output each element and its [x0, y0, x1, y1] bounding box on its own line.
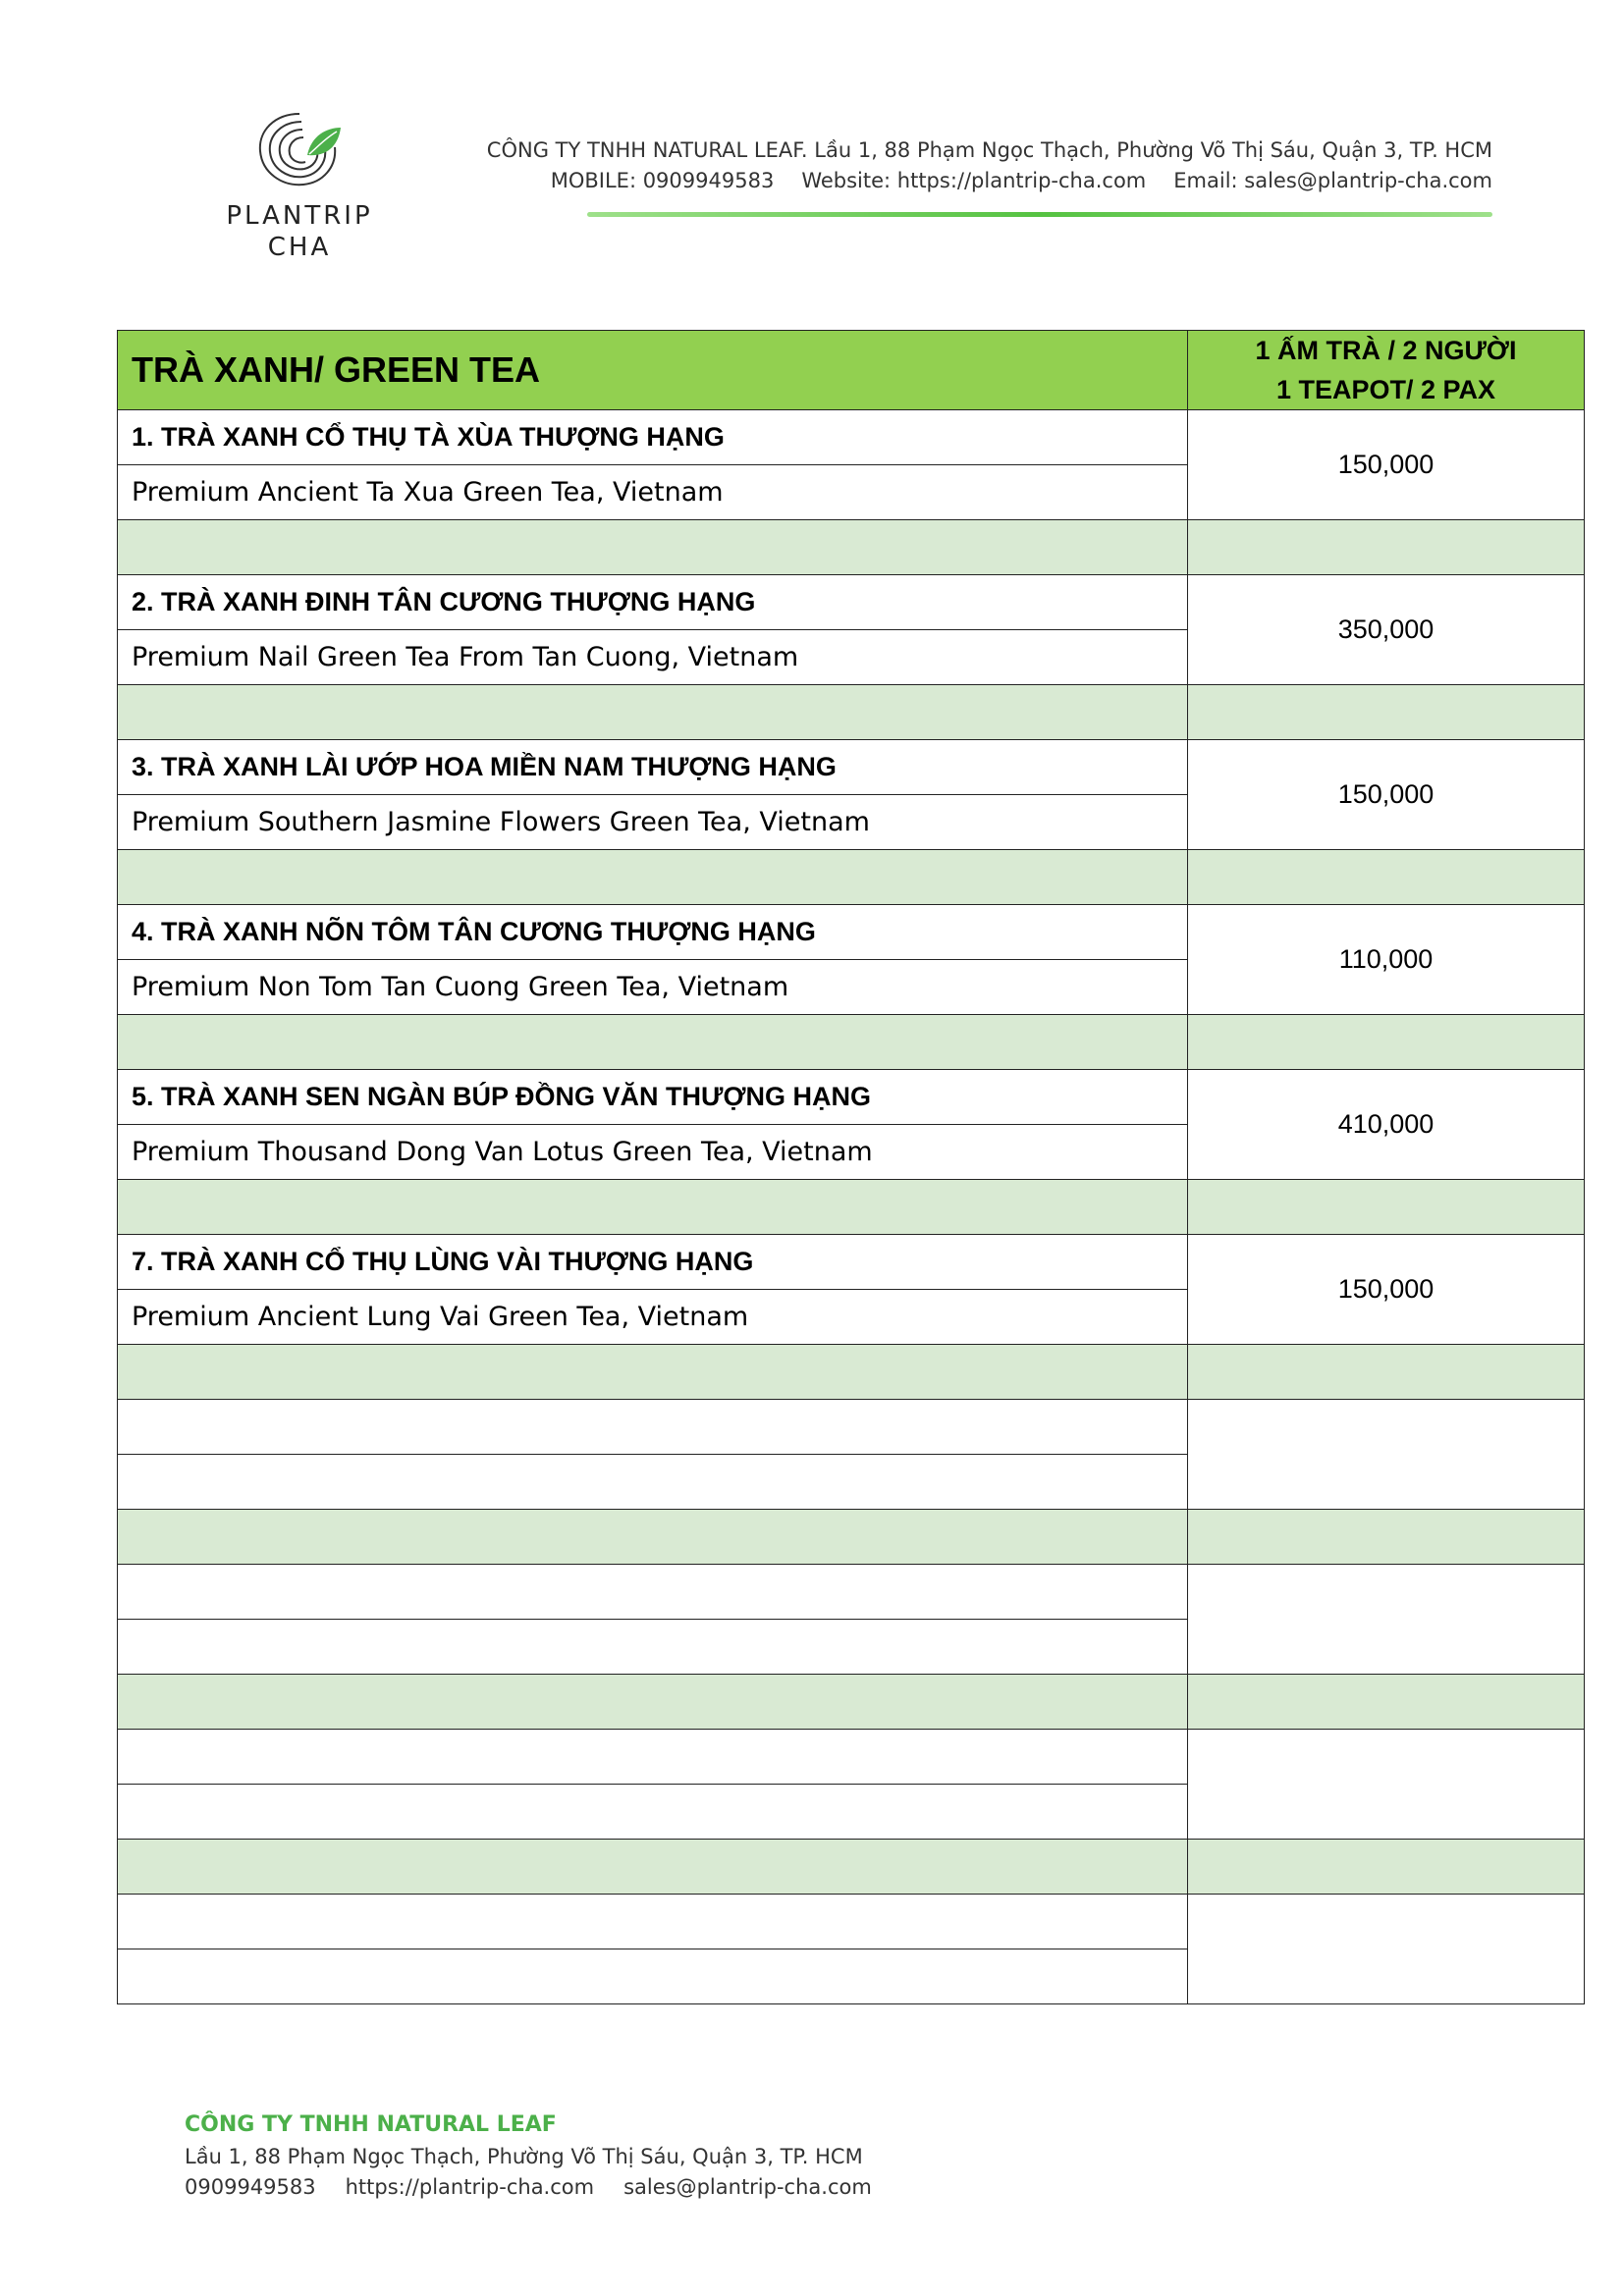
item-name	[118, 1400, 1188, 1455]
footer-address: Lầu 1, 88 Phạm Ngọc Thạch, Phường Võ Thị Sáu, Quận 3, TP. HCM	[185, 2145, 863, 2168]
table-header-row	[118, 331, 1585, 410]
item-description: Premium Nail Green Tea From Tan Cuong, Vietnam	[118, 630, 1188, 685]
table-row	[118, 410, 1585, 465]
item-price: 150,000	[1188, 410, 1585, 520]
item-description	[118, 1785, 1188, 1840]
separator-row	[118, 520, 1585, 575]
separator-row	[118, 850, 1585, 905]
company-contact-line	[393, 166, 1492, 196]
item-price	[1188, 1565, 1585, 1675]
price-header-vi: 1 ẤM TRÀ / 2 NGƯỜI	[1255, 336, 1517, 365]
item-price	[1188, 1400, 1585, 1510]
separator-cell	[118, 1345, 1188, 1400]
footer-phone: 0909949583	[185, 2175, 316, 2199]
item-name: 2. TRÀ XANH ĐINH TÂN CƯƠNG THƯỢNG HẠNG	[118, 575, 1188, 630]
item-price: 410,000	[1188, 1070, 1585, 1180]
separator-cell	[118, 685, 1188, 740]
separator-cell	[118, 1015, 1188, 1070]
separator-cell	[118, 520, 1188, 575]
header-email[interactable]: Email: sales@plantrip-cha.com	[1173, 169, 1492, 192]
separator-row	[118, 1675, 1585, 1730]
tea-menu-table	[117, 330, 1585, 2004]
item-name	[118, 1895, 1188, 1949]
price-column-header	[1188, 331, 1585, 410]
separator-row	[118, 1180, 1585, 1235]
footer-contact	[185, 2172, 901, 2203]
item-description	[118, 1620, 1188, 1675]
item-description: Premium Ancient Ta Xua Green Tea, Vietnam	[118, 465, 1188, 520]
item-description: Premium Ancient Lung Vai Green Tea, Vietnam	[118, 1290, 1188, 1345]
page-footer	[185, 2109, 901, 2203]
table-row	[118, 1400, 1585, 1455]
table-row	[118, 1565, 1585, 1620]
footer-website[interactable]: https://plantrip-cha.com	[345, 2175, 595, 2199]
logo-text-plantrip: PLANTRIP	[226, 201, 373, 231]
table-title: TRÀ XANH/ GREEN TEA	[118, 331, 1188, 410]
separator-row	[118, 1345, 1585, 1400]
item-name: 4. TRÀ XANH NÕN TÔM TÂN CƯƠNG THƯỢNG HẠNG	[118, 905, 1188, 960]
separator-cell	[1188, 1345, 1585, 1400]
separator-cell	[1188, 520, 1585, 575]
separator-cell	[118, 1510, 1188, 1565]
item-name	[118, 1565, 1188, 1620]
header-mobile: MOBILE: 0909949583	[550, 169, 775, 192]
item-description: Premium Southern Jasmine Flowers Green Tea, Vietnam	[118, 795, 1188, 850]
separator-cell	[118, 850, 1188, 905]
item-price: 350,000	[1188, 575, 1585, 685]
separator-cell	[118, 1675, 1188, 1730]
item-name: 3. TRÀ XANH LÀI ƯỚP HOA MIỀN NAM THƯỢNG HẠNG	[118, 740, 1188, 795]
item-price	[1188, 1895, 1585, 2004]
table-row	[118, 575, 1585, 630]
header-website[interactable]: Website: https://plantrip-cha.com	[801, 169, 1147, 192]
table-row	[118, 1730, 1585, 1785]
table-row	[118, 905, 1585, 960]
leaf-swirl-icon	[250, 106, 349, 194]
price-header-en: 1 TEAPOT/ 2 PAX	[1275, 375, 1496, 404]
item-price	[1188, 1730, 1585, 1840]
separator-row	[118, 1015, 1585, 1070]
separator-cell	[1188, 685, 1585, 740]
separator-cell	[1188, 1675, 1585, 1730]
separator-row	[118, 1510, 1585, 1565]
item-price: 150,000	[1188, 1235, 1585, 1345]
separator-cell	[1188, 850, 1585, 905]
footer-email[interactable]: sales@plantrip-cha.com	[623, 2175, 872, 2199]
item-description: Premium Non Tom Tan Cuong Green Tea, Vietnam	[118, 960, 1188, 1015]
item-description	[118, 1949, 1188, 2004]
separator-row	[118, 1840, 1585, 1895]
separator-cell	[1188, 1840, 1585, 1895]
item-name: 5. TRÀ XANH SEN NGÀN BÚP ĐỒNG VĂN THƯỢNG HẠNG	[118, 1070, 1188, 1125]
company-address-line: CÔNG TY TNHH NATURAL LEAF. Lầu 1, 88 Phạm Ngọc Thạch, Phường Võ Thị Sáu, Quận 3, TP. HCM	[486, 138, 1492, 162]
item-name: 1. TRÀ XANH CỔ THỤ TÀ XÙA THƯỢNG HẠNG	[118, 410, 1188, 465]
item-description: Premium Thousand Dong Van Lotus Green Tea, Vietnam	[118, 1125, 1188, 1180]
separator-cell	[1188, 1510, 1585, 1565]
item-name: 7. TRÀ XANH CỔ THỤ LÙNG VÀI THƯỢNG HẠNG	[118, 1235, 1188, 1290]
logo-wordmark	[221, 200, 378, 263]
item-description	[118, 1455, 1188, 1510]
table-row	[118, 1235, 1585, 1290]
table-row	[118, 740, 1585, 795]
header-divider	[587, 212, 1492, 217]
separator-cell	[1188, 1180, 1585, 1235]
footer-company-name: CÔNG TY TNHH NATURAL LEAF	[185, 2112, 557, 2137]
separator-cell	[118, 1840, 1188, 1895]
item-name	[118, 1730, 1188, 1785]
company-header	[393, 135, 1492, 196]
company-logo	[221, 106, 378, 263]
table-row	[118, 1070, 1585, 1125]
separator-cell	[1188, 1015, 1585, 1070]
logo-text-cha: CHA	[267, 233, 332, 262]
separator-cell	[118, 1180, 1188, 1235]
table-row	[118, 1895, 1585, 1949]
item-price: 150,000	[1188, 740, 1585, 850]
item-price: 110,000	[1188, 905, 1585, 1015]
separator-row	[118, 685, 1585, 740]
